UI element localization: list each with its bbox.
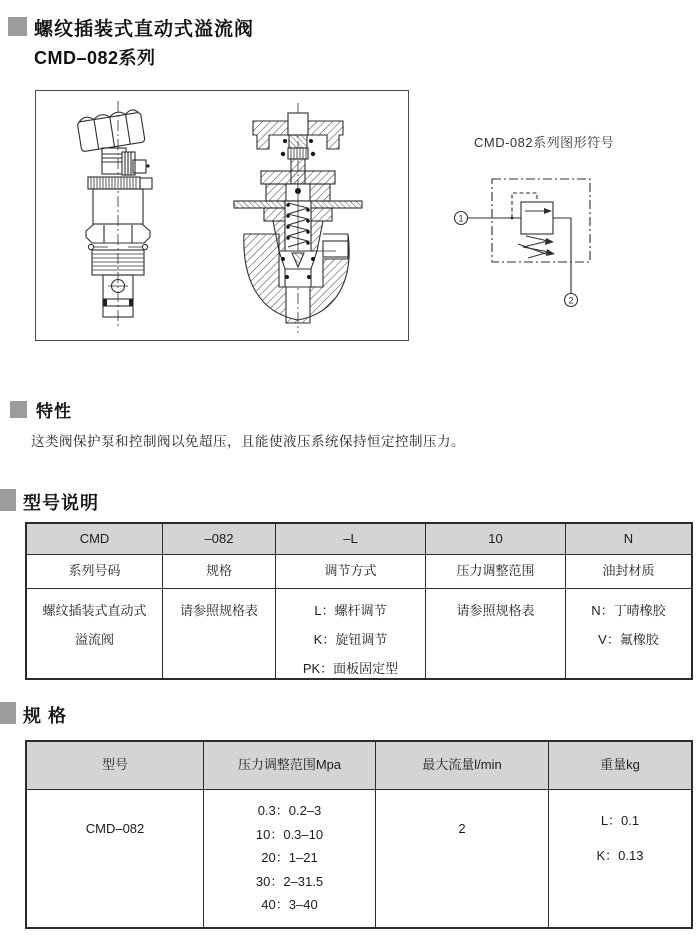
valve-cross-section-drawing [36, 91, 408, 340]
section-bullet-icon [8, 17, 27, 36]
features-heading: 特性 [36, 402, 72, 421]
spec-header-cell: 最大流量l/min [376, 742, 549, 790]
hydraulic-symbol-diagram [448, 166, 628, 314]
spec-header-cell: 型号 [27, 742, 204, 790]
port-1-label: 1 [458, 213, 464, 224]
symbol-caption: CMD-082系列图形符号 [474, 135, 615, 150]
features-body: 这类阀保护泵和控制阀以免超压，且能使液压系统保持恒定控制压力。 [31, 434, 465, 449]
spec-section-heading: 规 格 [23, 706, 68, 726]
spec-pressure-ranges-cell: 0.3：0.2–3 10：0.3–10 20：1–21 30：2–31.5 40：3–40 [204, 790, 376, 927]
section-bullet-icon [0, 489, 16, 511]
model-code-cell: –082 [163, 524, 276, 555]
model-label-cell: 系列号码 [27, 555, 163, 589]
model-detail-spec-ref: 请参照规格表 [163, 589, 276, 678]
spec-header-cell: 压力调整范围Mpa [204, 742, 376, 790]
spec-max-flow-cell: 2 [376, 790, 549, 927]
model-code-cell: CMD [27, 524, 163, 555]
valve-drawing-panel [35, 90, 409, 341]
model-code-cell: N [566, 524, 691, 555]
section-bullet-icon [10, 401, 27, 418]
spec-weights-cell: L：0.1 K：0.13 [596, 813, 644, 863]
model-detail-adjust-types: L：螺杆调节 K：旋钮调节 PK：面板固定型 [276, 589, 426, 678]
model-label-cell: 油封材质 [566, 555, 691, 589]
page-subtitle: CMD–082系列 [34, 48, 156, 68]
model-section-heading: 型号说明 [23, 493, 99, 513]
model-detail-series: 螺纹插装式直动式 溢流阀 [27, 589, 163, 678]
model-label-cell: 规格 [163, 555, 276, 589]
spec-model-cell: CMD–082 [27, 790, 204, 927]
model-label-cell: 压力调整范围 [426, 555, 566, 589]
model-designation-table [25, 522, 693, 680]
model-detail-spec-ref: 请参照规格表 [426, 589, 566, 678]
model-code-cell: 10 [426, 524, 566, 555]
specifications-table [25, 740, 693, 929]
model-detail-seal-materials: N：丁晴橡胶 V：氟橡胶 [591, 603, 666, 647]
model-code-cell: –L [276, 524, 426, 555]
page-title: 螺纹插装式直动式溢流阀 [34, 19, 255, 40]
section-bullet-icon [0, 702, 16, 724]
model-label-cell: 调节方式 [276, 555, 426, 589]
spec-header-cell: 重量kg [549, 742, 691, 790]
port-2-label: 2 [568, 295, 574, 306]
